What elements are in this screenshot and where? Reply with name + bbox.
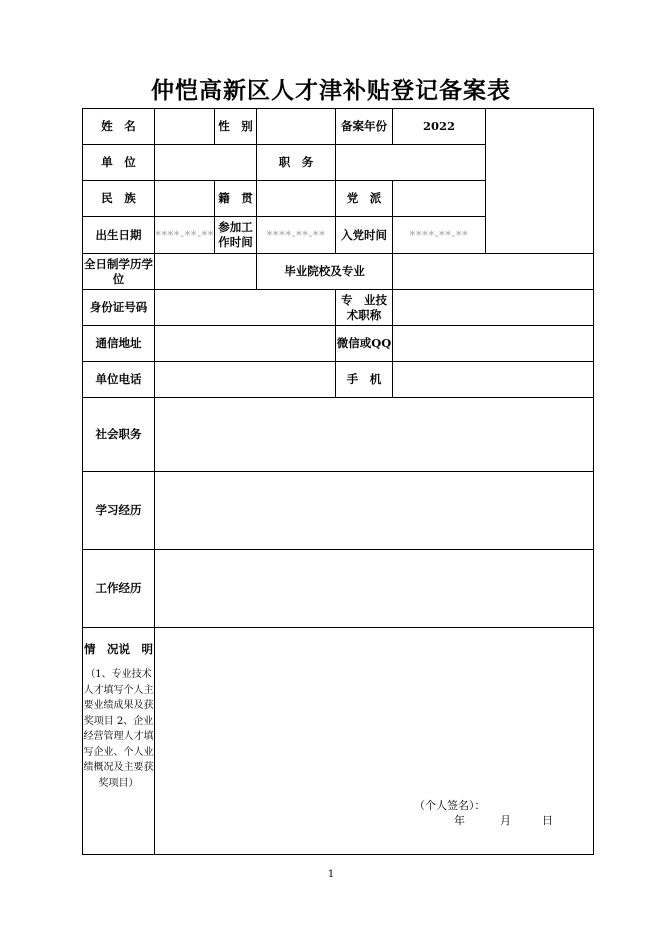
- name-field[interactable]: [155, 109, 215, 145]
- address-field[interactable]: [155, 326, 336, 362]
- social-label: 社会职务: [83, 398, 155, 472]
- mobile-field[interactable]: [393, 362, 594, 398]
- position-label: 职 务: [257, 145, 336, 181]
- party-label: 党 派: [336, 181, 393, 217]
- study-field[interactable]: [155, 472, 594, 550]
- party-field[interactable]: [393, 181, 486, 217]
- registration-form-table: [82, 108, 594, 855]
- situation-label: 情 况说 明: [84, 642, 153, 656]
- unit-field[interactable]: [155, 145, 257, 181]
- school-field[interactable]: [393, 254, 594, 290]
- social-field[interactable]: [155, 398, 594, 472]
- study-label: 学习经历: [83, 472, 155, 550]
- signature-block: [414, 798, 553, 828]
- work-start-label: 参加工作时间: [215, 217, 257, 254]
- education-field[interactable]: [155, 254, 257, 290]
- signature-year: 年: [454, 814, 465, 827]
- mobile-label: 手 机: [336, 362, 393, 398]
- id-number-label: 身份证号码: [83, 290, 155, 326]
- page-number: 1: [327, 869, 335, 880]
- work-start-field[interactable]: ****-**-**: [257, 217, 336, 254]
- signature-date: [414, 813, 553, 828]
- native-label: 籍 贯: [215, 181, 257, 217]
- year-value: 2022: [393, 109, 486, 145]
- party-join-field[interactable]: ****-**-**: [393, 217, 486, 254]
- form-title: 仲恺高新区人才津补贴登记备案表: [151, 77, 511, 104]
- signature-day: 日: [542, 814, 553, 827]
- position-field[interactable]: [336, 145, 486, 181]
- school-label: 毕业院校及专业: [257, 254, 393, 290]
- unit-label: 单 位: [83, 145, 155, 181]
- unit-phone-label: 单位电话: [83, 362, 155, 398]
- birth-label: 出生日期: [83, 217, 155, 254]
- birth-field[interactable]: ****-**-**: [155, 217, 215, 254]
- unit-phone-field[interactable]: [155, 362, 336, 398]
- wechat-label: 微信或QQ: [336, 326, 393, 362]
- signature-month: 月: [500, 814, 511, 827]
- ethnicity-field[interactable]: [155, 181, 215, 217]
- name-label: 姓 名: [83, 109, 155, 145]
- signature-label: （个人签名）：: [414, 799, 486, 812]
- situation-cell: [83, 628, 155, 855]
- gender-field[interactable]: [257, 109, 336, 145]
- id-number-field[interactable]: [155, 290, 336, 326]
- work-label: 工作经历: [83, 550, 155, 628]
- native-field[interactable]: [257, 181, 336, 217]
- work-field[interactable]: [155, 550, 594, 628]
- situation-field[interactable]: [155, 628, 594, 855]
- gender-label: 性 别: [215, 109, 257, 145]
- ethnicity-label: 民 族: [83, 181, 155, 217]
- education-label: 全日制学历学位: [83, 254, 155, 290]
- tech-title-label: 专 业技术职称: [336, 290, 393, 326]
- tech-title-field[interactable]: [393, 290, 594, 326]
- party-join-label: 入党时间: [336, 217, 393, 254]
- wechat-field[interactable]: [393, 326, 594, 362]
- address-label: 通信地址: [83, 326, 155, 362]
- situation-notes: （1、专业技术人才填写个人主要业绩成果及获奖项目 2、企业经营管理人才填写企业、个人业绩概况及主要获奖项目）: [83, 669, 154, 789]
- photo-cell: [486, 109, 594, 254]
- year-label: 备案年份: [336, 109, 393, 145]
